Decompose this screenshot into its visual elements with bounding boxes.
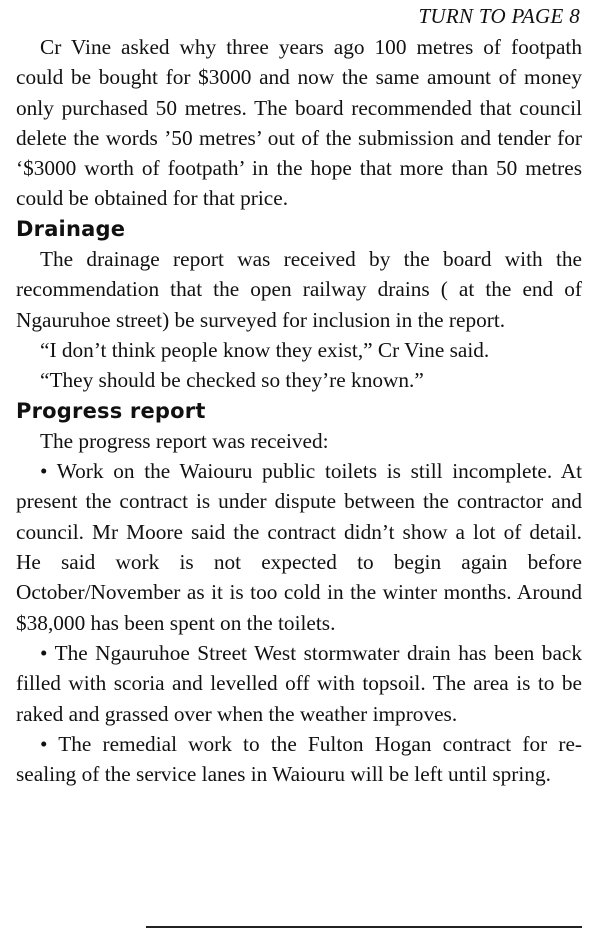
progress-bullet-resealing: • The remedial work to the Fulton Hogan contract for re-sealing of the service lanes in Waiouru will be left until spring.	[16, 731, 582, 787]
drainage-paragraph: The drainage report was received by the board with the recommendation that the open railway drains ( at the end of Ngauruhoe street) be surveyed for inclusion in the report.	[16, 247, 582, 332]
progress-heading: Progress report	[16, 398, 206, 423]
column-end-rule	[146, 926, 582, 928]
intro-paragraph: Cr Vine asked why three years ago 100 metres of footpath could be bought for $3000 and now the same amount of money only purchased 50 metres. The board recommended that council delete the words ’50 metres’ out of the submission and tender for ‘$3000 worth of footpath’ in the hope that more than 50 metres could be obtained for that price.	[16, 35, 582, 211]
progress-intro: The progress report was received:	[40, 428, 329, 453]
drainage-quote-continued: “They should be checked so they’re known.”	[40, 368, 424, 393]
progress-bullet-toilets: • Work on the Waiouru public toilets is still incomplete. At present the contract is under dispute between the contractor and council. Mr Moore said the contract didn’t show a lot of detail. He said work is not expected to begin again before October/November as it is too cold in the winter months. Around $38,000 has been spent on the toilets.	[16, 459, 582, 635]
drainage-quote: “I don’t think people know they exist,” Cr Vine said.	[40, 337, 490, 362]
progress-bullet-stormwater: • The Ngauruhoe Street West stormwater drain has been back filled with scoria and levelled off with topsoil. The area is to be raked and grassed over when the weather improves.	[16, 640, 582, 726]
drainage-heading: Drainage	[16, 216, 126, 241]
turn-to-page-note: TURN TO PAGE 8	[418, 4, 580, 28]
article-column	[16, 32, 582, 789]
